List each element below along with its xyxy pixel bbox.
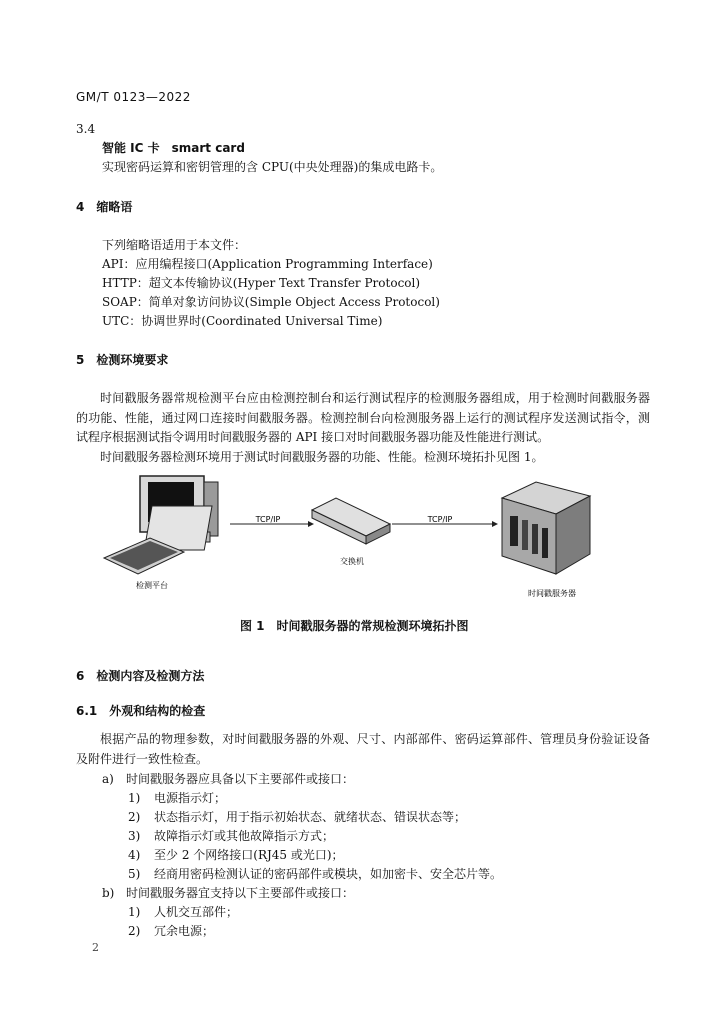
sublist-number: 2) [128, 810, 141, 824]
list-label: b) [102, 886, 115, 900]
sublist-text: 人机交互部件； [154, 905, 239, 919]
sublist-number: 4) [128, 848, 141, 862]
switch-label: 交换机 [340, 557, 364, 566]
abbrev-item: HTTP：超文本传输协议(Hyper Text Transfer Protocol) [102, 276, 421, 290]
section-heading-6: 6 检测内容及检测方法 [76, 669, 205, 683]
section-heading-6-1: 6.1 外观和结构的检查 [76, 704, 206, 718]
term-title: 智能 IC 卡 smart card [102, 141, 245, 155]
sublist-text: 至少 2 个网络接口(RJ45 或光口)； [154, 848, 344, 862]
topology-figure [100, 472, 600, 602]
abbrev-item: API：应用编程接口(Application Programming Interface) [102, 257, 433, 271]
paragraph: 根据产品的物理参数，对时间戳服务器的外观、尺寸、内部部件、密码运算部件、管理员身份验证设备及附件进行一致性检查。 [76, 732, 650, 766]
sublist-number: 3) [128, 829, 141, 843]
list-text: 时间戳服务器宜支持以下主要部件或接口： [126, 886, 355, 900]
page-number: 2 [92, 941, 99, 954]
document-header: GM/T 0123—2022 [76, 90, 191, 104]
link-label: TCP/IP [427, 515, 453, 524]
clause-number: 3.4 [76, 122, 96, 136]
sublist-text: 故障指示灯或其他故障指示方式； [154, 829, 335, 843]
section-heading-5: 5 检测环境要求 [76, 353, 169, 367]
server-icon [502, 482, 590, 574]
sublist-number: 1) [128, 791, 141, 805]
sublist-number: 5) [128, 867, 141, 881]
link-label: TCP/IP [255, 515, 281, 524]
switch-icon [312, 498, 390, 602]
paragraph: 时间戳服务器常规检测平台应由检测控制台和运行测试程序的检测服务器组成，用于检测时间戳服务器的功能、性能，通过网口连接时间戳服务器。检测控制台向检测服务器上运行的测试程序发送测试指令，测试程序根据测试指令调用时间戳服务器的 API 接口对时间戳服务器功能及性能进行测试。 [76, 391, 650, 444]
abbrev-item: UTC：协调世界时(Coordinated Universal Time) [102, 314, 383, 328]
abbrev-intro: 下列缩略语适用于本文件： [102, 238, 247, 252]
sublist-text: 经商用密码检测认证的密码部件或模块，如加密卡、安全芯片等。 [154, 867, 503, 881]
pc-label: 检测平台 [136, 581, 168, 590]
sublist-text: 状态指示灯，用于指示初始状态、就绪状态、错误状态等； [154, 810, 467, 824]
paragraph: 时间戳服务器检测环境用于测试时间戳服务器的功能、性能。检测环境拓扑见图 1。 [100, 450, 544, 464]
sublist-number: 1) [128, 905, 141, 919]
list-label: a) [102, 772, 114, 786]
sublist-number: 2) [128, 924, 141, 938]
server-label: 时间戳服务器 [528, 589, 576, 598]
sublist-text: 冗余电源； [154, 924, 215, 938]
abbrev-item: SOAP：简单对象访问协议(Simple Object Access Protocol) [102, 295, 440, 309]
term-definition: 实现密码运算和密钥管理的含 CPU(中央处理器)的集成电路卡。 [102, 160, 443, 174]
list-text: 时间戳服务器应具备以下主要部件或接口： [126, 772, 355, 786]
figure-caption: 图 1 时间戳服务器的常规检测环境拓扑图 [240, 619, 469, 633]
sublist-text: 电源指示灯； [154, 791, 227, 805]
section-heading-4: 4 缩略语 [76, 200, 133, 214]
